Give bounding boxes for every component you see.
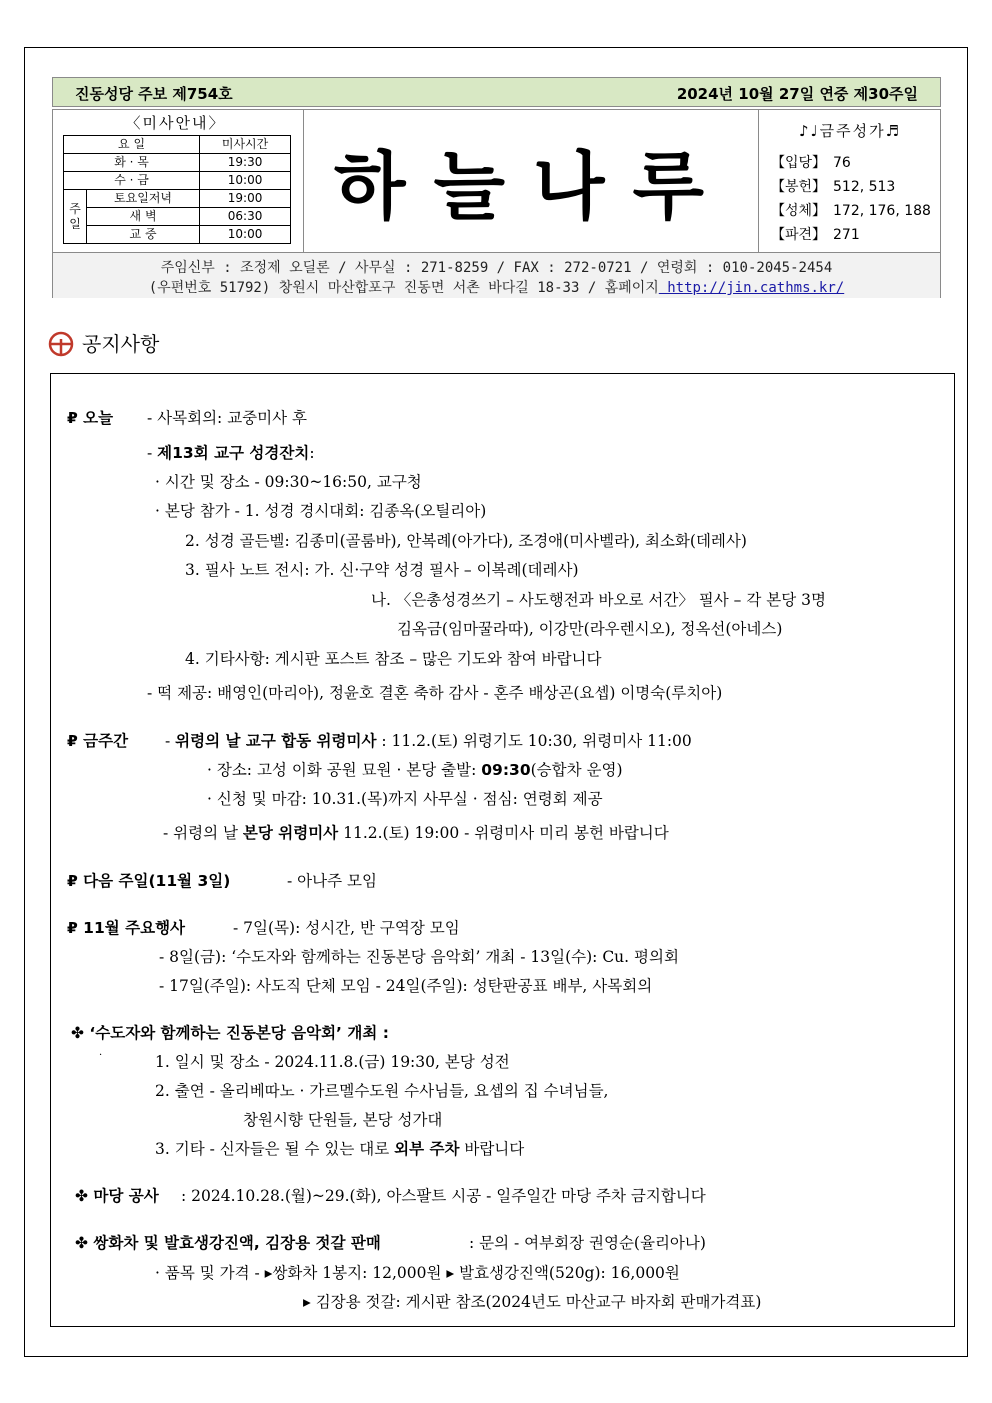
bulletin-header [52, 77, 941, 107]
notice-line: 1. 일시 및 장소 - 2024.11.8.(금) 19:30, 본당 성전 [155, 1053, 510, 1071]
van-note: (승합차 운영) [530, 761, 623, 779]
memorial-mass-detail: : 11.2.(토) 위령기도 10:30, 위령미사 11:00 [376, 732, 692, 750]
notice-line: : 문의 - 여부회장 권영순(율리아나) [469, 1234, 706, 1252]
mass-day: 수 · 금 [64, 172, 200, 190]
notice-line: 2. 성경 골든벨: 김종미(골룸바), 안복례(아가다), 조경애(미사벨라), 최소화(데레사) [185, 532, 747, 550]
notice-line: 4. 기타사항: 게시판 포스트 참조 – 많은 기도와 참여 바랍니다 [185, 650, 602, 668]
stray-dot: · [99, 1050, 103, 1061]
notice-line: 3. 필사 노트 전시: 가. 신·구약 성경 필사 – 이복례(데레사) [185, 561, 579, 579]
sale-heading: ✤ 쌍화차 및 발효생강진액, 김장용 젓갈 판매 [75, 1234, 381, 1252]
bullet-dash: - [165, 732, 176, 750]
parish-mass-detail: 11.2.(토) 19:00 - 위령미사 미리 봉헌 바랍니다 [338, 824, 669, 842]
bulletin-issue: 진동성당 주보 제754호 [75, 85, 233, 103]
notice-line: - 사목회의: 교중미사 후 [147, 409, 307, 427]
section-heading [48, 328, 159, 357]
mass-time: 06:30 [200, 208, 291, 226]
hymn-number: 172, 176, 188 [833, 203, 931, 219]
parish-mass-prefix: - 위령의 날 [163, 824, 243, 842]
mass-day: 화 · 목 [64, 154, 200, 172]
bulletin-logo: 하늘나루 [334, 144, 732, 230]
outside-parking: 외부 주차 [394, 1140, 460, 1158]
mass-day: 새 벽 [87, 208, 200, 226]
colon: : [309, 444, 315, 462]
notice-line: ▸ 김장용 젓갈: 게시판 참조(2024년도 마산교구 바자회 판매가격표) [303, 1293, 762, 1311]
hymn-item [771, 200, 931, 220]
hymn-label: 【봉헌】 [771, 179, 827, 195]
notice-line: 2. 출연 - 올리베따노 · 가르멜수도원 수사님들, 요셉의 집 수녀님들, [155, 1082, 609, 1100]
address-text: (우편번호 51792) 창원시 마산합포구 진동면 서촌 바다길 18-33 / 홈페이지 [148, 280, 659, 296]
notice-line [147, 441, 315, 463]
notice-line: : 2024.10.28.(월)~29.(화), 아스팔트 시공 - 일주일간 마당 주차 금지합니다 [181, 1187, 706, 1205]
col-day-header: 요 일 [64, 136, 200, 154]
bible-festival-title: 제13회 교구 성경잔치 [157, 444, 310, 462]
hymn-label: 【파견】 [771, 227, 827, 243]
contact-line-2 [53, 277, 940, 297]
yard-heading: ✤ 마당 공사 [75, 1187, 159, 1205]
week-heading: ₽ 금주간 [67, 732, 129, 750]
hymn-list [758, 110, 941, 252]
section-title: 공지사항 [82, 332, 160, 356]
cross-circle-icon [48, 331, 74, 357]
hymn-number: 512, 513 [833, 179, 896, 195]
notice-line: - 아나주 모임 [287, 872, 377, 890]
sunday-label-text: 주 일 [69, 201, 81, 231]
table-row [64, 172, 291, 190]
mass-time: 10:00 [200, 226, 291, 244]
mass-day: 토요일저녁 [87, 190, 200, 208]
contact-line-1: 주임신부 : 조정제 오딜론 / 사무실 : 271-8259 / FAX : 272-0721 / 연령회 : 010-2045-2454 [160, 260, 833, 276]
place-text: · 장소: 고성 이화 공원 묘원 · 본당 출발: [207, 761, 482, 779]
sunday-label [64, 190, 87, 244]
notice-line [207, 758, 623, 780]
notice-box [50, 373, 955, 1327]
table-row [64, 154, 291, 172]
parking-suffix: 바랍니다 [459, 1140, 525, 1158]
mass-time: 19:00 [200, 190, 291, 208]
col-time-header: 미사시간 [200, 136, 291, 154]
notice-line: - 8일(금): ‘수도자와 함께하는 진동본당 음악회’ 개최 - 13일(수): Cu. 평의회 [159, 948, 679, 966]
table-row [64, 208, 291, 226]
notice-line: · 품목 및 가격 - ▸쌍화차 1봉지: 12,000원 ▸ 발효생강진액(520g): 16,000원 [155, 1264, 680, 1282]
masthead [52, 109, 941, 298]
hymn-title: ♪♩금주성가♬ [798, 122, 902, 140]
today-heading: ₽ 오늘 [67, 409, 114, 427]
notice-line: · 시간 및 장소 - 09:30~16:50, 교구청 [155, 473, 422, 491]
colon: : [377, 1024, 389, 1042]
memorial-mass-title: 위령의 날 교구 합동 위령미사 [175, 732, 377, 750]
notice-line: - 17일(주일): 사도직 단체 모임 - 24일(주일): 성탄판공표 배부, 사목회의 [159, 977, 653, 995]
hymn-item [771, 152, 851, 172]
notice-line: - 7일(목): 성시간, 반 구역장 모임 [233, 919, 460, 937]
notice-line: · 본당 참가 - 1. 성경 경시대회: 김종옥(오틸리아) [155, 502, 487, 520]
bullet-dash: - [147, 444, 158, 462]
mass-schedule-table [63, 135, 291, 244]
bulletin-date: 2024년 10월 27일 연중 제30주일 [676, 85, 918, 103]
table-row [64, 136, 291, 154]
departure-time: 09:30 [481, 761, 531, 779]
contact-info [53, 252, 940, 298]
notice-line: 나. 〈은총성경쓰기 – 사도행전과 바오로 서간〉 필사 – 각 본당 3명 [371, 591, 826, 609]
mass-schedule-title: 〈미사안내〉 [125, 114, 226, 132]
hymn-item [771, 176, 895, 196]
table-row [64, 226, 291, 244]
notice-line: 김옥금(임마꿀라따), 이강만(라우렌시오), 정옥선(아네스) [397, 620, 783, 638]
parking-prefix: 3. 기타 - 신자들은 될 수 있는 대로 [155, 1140, 395, 1158]
mass-time: 10:00 [200, 172, 291, 190]
table-row [64, 190, 291, 208]
november-heading: ₽ 11월 주요행사 [67, 919, 186, 937]
notice-line [155, 1137, 524, 1159]
notice-line [163, 821, 669, 843]
notice-line: 창원시향 단원들, 본당 성가대 [243, 1111, 443, 1129]
notice-line [165, 729, 692, 751]
next-sunday-heading: ₽ 다음 주일(11월 3일) [67, 872, 231, 890]
notice-line: · 신청 및 마감: 10.31.(목)까지 사무실 · 점심: 연령회 제공 [207, 790, 603, 808]
concert-title: ✤ ‘수도자와 함께하는 진동본당 음악회’ 개최 [71, 1024, 378, 1042]
hymn-number: 271 [833, 227, 860, 243]
homepage-link[interactable]: http://jin.cathms.kr/ [658, 280, 845, 296]
mass-time: 19:30 [200, 154, 291, 172]
hymn-number: 76 [833, 155, 851, 171]
hymn-label: 【입당】 [771, 155, 827, 171]
hymn-label: 【성체】 [771, 203, 827, 219]
parish-mass-title: 본당 위령미사 [242, 824, 339, 842]
concert-heading [71, 1021, 389, 1043]
hymn-item [771, 224, 860, 244]
notice-line: - 떡 제공: 배영인(마리아), 정윤호 결혼 축하 감사 - 혼주 배상곤(요셉) 이명숙(루치아) [147, 684, 723, 702]
mass-schedule [53, 110, 304, 252]
mass-day: 교 중 [87, 226, 200, 244]
